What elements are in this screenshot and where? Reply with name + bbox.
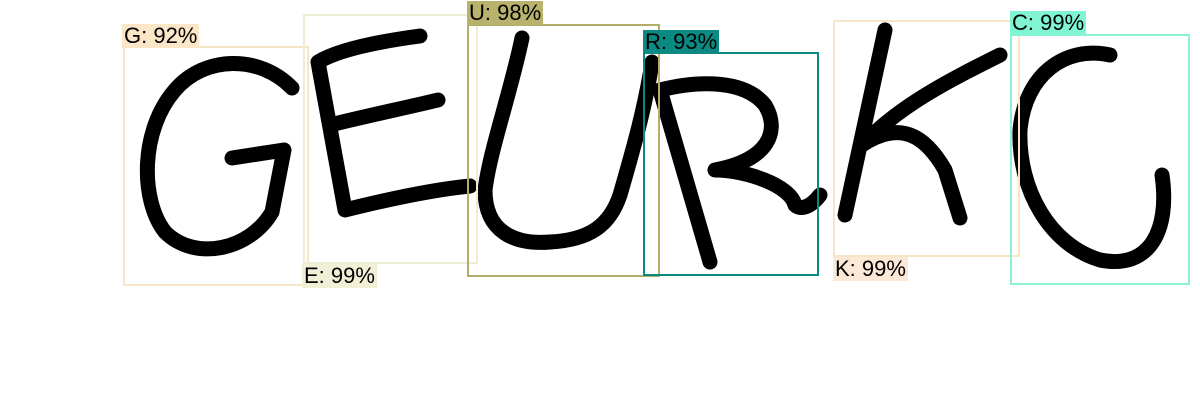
detection-label-k: K: 99% (835, 256, 906, 281)
detection-box-e (303, 14, 478, 264)
detection-box-r (643, 52, 819, 276)
detection-box-k (833, 20, 1020, 257)
detection-label-g: G: 92% (124, 23, 198, 48)
detection-label-r: R: 93% (645, 29, 718, 54)
detection-label-e: E: 99% (304, 263, 375, 288)
detection-box-u (467, 24, 660, 277)
detection-label-u: U: 98% (469, 0, 542, 25)
detection-label-c: C: 99% (1012, 10, 1085, 35)
detection-box-c (1010, 34, 1190, 285)
detection-box-g (123, 46, 309, 286)
